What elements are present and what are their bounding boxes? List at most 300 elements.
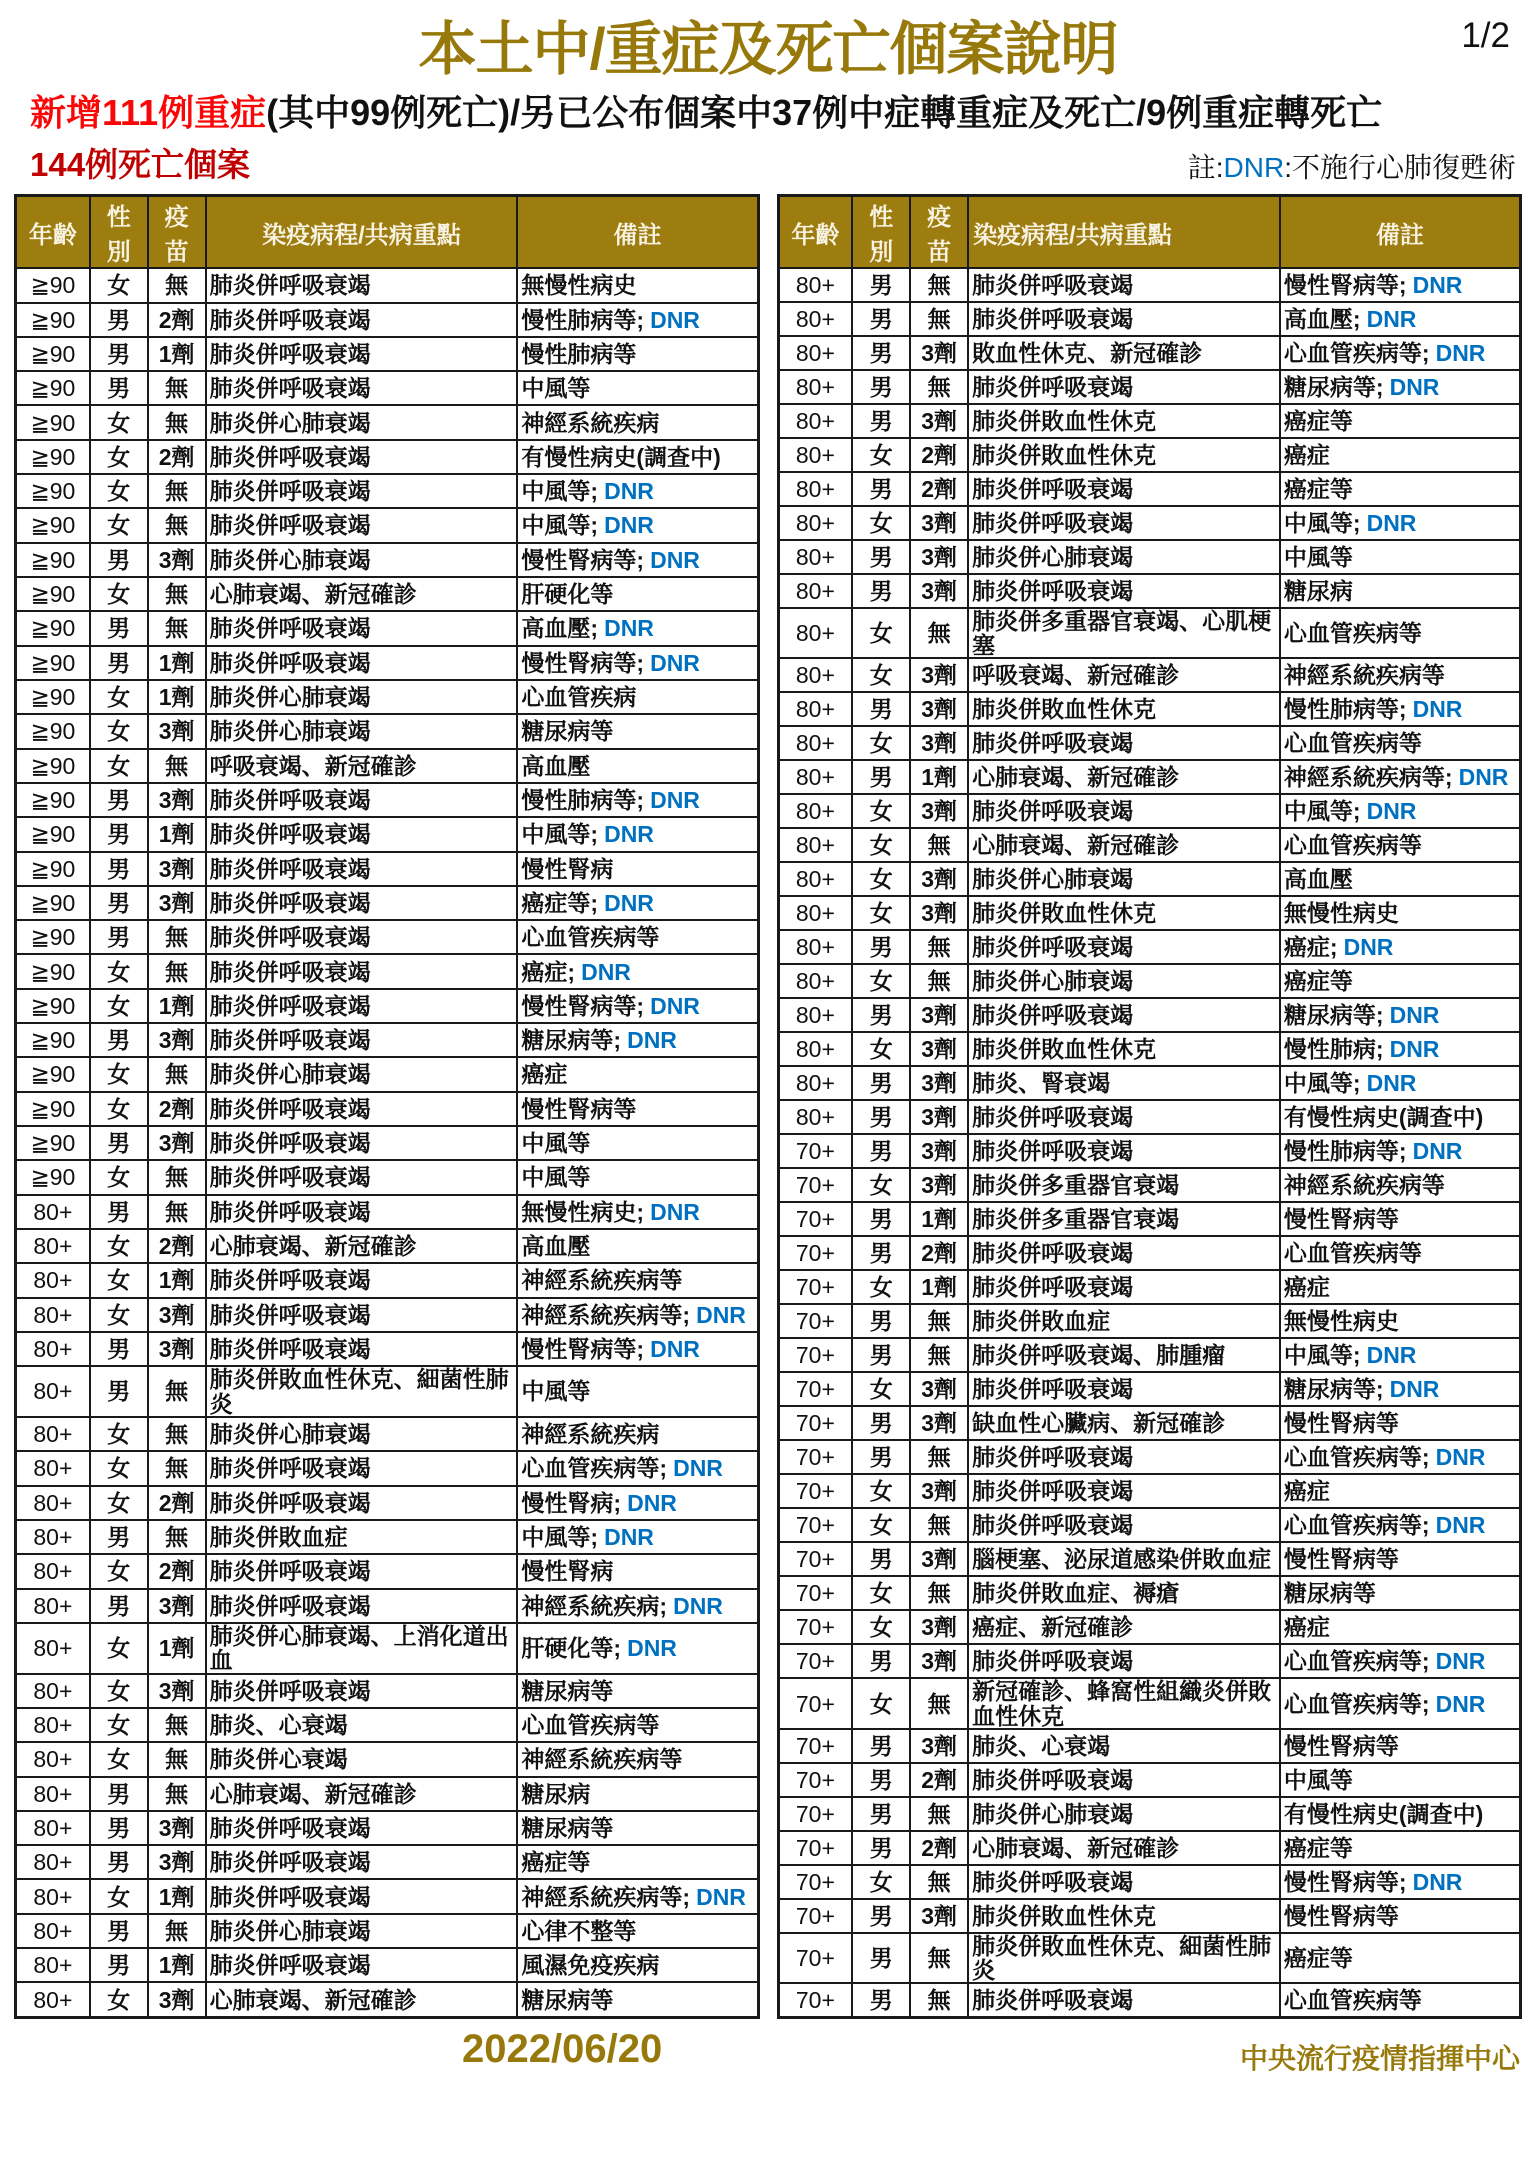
table-row [778,1729,1521,1763]
table-row [778,726,1521,760]
cell-course: 肺炎併心肺衰竭 [206,680,518,714]
cell-vaccine: 3劑 [148,1023,206,1057]
cell-note: 糖尿病 [517,1777,758,1811]
cell-note: 慢性腎病等; DNR [1280,1865,1521,1899]
table-row [778,1576,1521,1610]
cell-note: 肝硬化等 [517,577,758,611]
cell-course: 心肺衰竭、新冠確診 [968,1831,1280,1865]
cell-course: 肺炎併呼吸衰竭 [968,726,1280,760]
dnr-label: DNR [650,992,700,1019]
cell-sex: 男 [90,1777,148,1811]
cell-course: 肺炎併呼吸衰竭 [968,574,1280,608]
cell-course: 肺炎併呼吸衰竭 [206,371,518,405]
cell-age: ≧90 [16,337,90,371]
dnr-abbreviation: DNR [1223,152,1285,184]
cell-age: 80+ [778,404,852,438]
dnr-label: DNR [650,1198,700,1225]
table-row [16,1229,759,1263]
note-prefix: 註: [1187,152,1224,184]
cell-note: 有慢性病史(調查中) [1280,1100,1521,1134]
cell-vaccine: 無 [910,828,968,862]
table-row [16,405,759,439]
dnr-label: DNR [604,478,654,505]
table-row [778,336,1521,370]
cell-course: 肺炎、心衰竭 [968,1729,1280,1763]
cell-course: 腦梗塞、泌尿道感染併敗血症 [968,1542,1280,1576]
cell-age: 80+ [778,370,852,404]
cell-vaccine: 無 [910,1797,968,1831]
tables-container [0,192,1536,2019]
cell-note: 慢性腎病等; DNR [1280,268,1521,302]
cell-age: ≧90 [16,886,90,920]
cell-age: 80+ [16,1879,90,1913]
table-row [778,1202,1521,1236]
cell-vaccine: 1劑 [148,989,206,1023]
cell-note: 無慢性病史 [1280,1304,1521,1338]
cell-note: 糖尿病等 [517,1982,758,2017]
cell-note: 心血管疾病等; DNR [1280,1440,1521,1474]
cell-course: 肺炎併心肺衰竭 [206,1914,518,1948]
cell-sex: 男 [90,1126,148,1160]
cell-note: 癌症 [1280,1270,1521,1304]
cell-note: 慢性腎病等; DNR [517,1332,758,1366]
cell-note: 慢性肺病等 [517,337,758,371]
cell-age: 80+ [16,1777,90,1811]
cell-vaccine: 無 [910,1508,968,1542]
cell-vaccine: 3劑 [910,1032,968,1066]
cell-note: 癌症等; DNR [517,886,758,920]
cell-age: ≧90 [16,611,90,645]
cell-vaccine: 無 [148,1708,206,1742]
table-row [16,1417,759,1451]
cell-sex: 女 [90,680,148,714]
cell-vaccine: 無 [910,1865,968,1899]
cell-age: 80+ [778,964,852,998]
cell-note: 癌症; DNR [1280,930,1521,964]
cell-sex: 男 [852,540,910,574]
cell-age: ≧90 [16,1092,90,1126]
dnr-label: DNR [1366,510,1417,537]
cell-note: 中風等 [1280,540,1521,574]
cell-course: 肺炎併敗血性休克 [968,1899,1280,1933]
cell-note: 神經系統疾病等 [517,1263,758,1297]
cell-note: 癌症 [1280,1610,1521,1644]
cell-course: 肺炎併呼吸衰竭 [968,1763,1280,1797]
cell-sex: 男 [852,472,910,506]
cell-note: 心血管疾病等 [1280,1983,1521,2018]
cell-age: 70+ [778,1729,852,1763]
cell-age: ≧90 [16,989,90,1023]
cell-course: 肺炎併呼吸衰竭 [968,302,1280,336]
table-row [778,1899,1521,1933]
cell-course: 肺炎併敗血症、褥瘡 [968,1576,1280,1610]
footer-org: 中央流行疫情指揮中心 [1239,2043,1520,2075]
table-row [778,1406,1521,1440]
cell-note: 中風等 [517,1160,758,1194]
cell-course: 肺炎併心肺衰竭 [206,1417,518,1451]
cell-vaccine: 無 [910,608,968,658]
cell-vaccine: 1劑 [148,1623,206,1674]
cell-note: 糖尿病等; DNR [517,1023,758,1057]
cell-note: 慢性腎病等 [1280,1729,1521,1763]
cell-course: 肺炎併心肺衰竭 [968,964,1280,998]
cell-course: 肺炎併呼吸衰竭 [206,1589,518,1623]
cell-vaccine: 無 [910,1338,968,1372]
cell-note: 慢性腎病等 [1280,1542,1521,1576]
cell-age: 80+ [778,540,852,574]
cell-vaccine: 1劑 [148,680,206,714]
cell-age: 80+ [16,1914,90,1948]
table-row [778,472,1521,506]
cell-note: 慢性肺病等; DNR [1280,1134,1521,1168]
cell-sex: 女 [90,1879,148,1913]
cell-vaccine: 1劑 [148,337,206,371]
cell-vaccine: 無 [148,1742,206,1776]
cell-vaccine: 無 [910,302,968,336]
cell-course: 肺炎併敗血性休克 [968,1032,1280,1066]
cell-course: 肺炎併呼吸衰竭 [206,646,518,680]
table-row [778,1270,1521,1304]
table-row [16,817,759,851]
cell-sex: 男 [852,1542,910,1576]
cell-sex: 男 [90,1914,148,1948]
cell-note: 中風等 [1280,1763,1521,1797]
dnr-label: DNR [627,1635,677,1662]
cell-vaccine: 3劑 [148,1811,206,1845]
cell-vaccine: 無 [148,474,206,508]
cell-sex: 男 [90,1332,148,1366]
cell-course: 肺炎併呼吸衰竭 [206,817,518,851]
cell-course: 肺炎併呼吸衰竭 [968,268,1280,302]
table-row [778,608,1521,658]
cell-age: 70+ [778,1763,852,1797]
cell-sex: 女 [90,1451,148,1485]
table-row [778,862,1521,896]
cell-age: 70+ [778,1899,852,1933]
dnr-label: DNR [1435,1648,1486,1675]
table-row [16,1879,759,1913]
cell-course: 肺炎併呼吸衰竭 [206,303,518,337]
cell-sex: 男 [90,1520,148,1554]
cell-sex: 男 [852,1100,910,1134]
cell-sex: 女 [852,896,910,930]
cell-course: 心肺衰竭、新冠確診 [968,828,1280,862]
cell-course: 肺炎併敗血症 [968,1304,1280,1338]
death-count-line: 144例死亡個案 [30,146,251,184]
cell-sex: 男 [90,1845,148,1879]
cell-sex: 女 [90,1674,148,1708]
cell-sex: 女 [852,964,910,998]
table-row [778,404,1521,438]
cell-vaccine: 2劑 [910,1236,968,1270]
dnr-label: DNR [604,512,654,539]
cell-note: 癌症等 [1280,964,1521,998]
cell-course: 肺炎併呼吸衰竭 [206,1674,518,1708]
cell-course: 肺炎併呼吸衰竭 [206,920,518,954]
table-row [16,1451,759,1485]
cell-course: 肺炎併呼吸衰竭 [968,1644,1280,1678]
cell-note: 無慢性病史 [1280,896,1521,930]
cell-note: 糖尿病 [1280,574,1521,608]
cell-sex: 女 [90,714,148,748]
table-row [16,577,759,611]
cell-sex: 女 [90,1742,148,1776]
dnr-label: DNR [604,889,654,916]
cell-course: 肺炎併呼吸衰竭 [968,1372,1280,1406]
table-row [16,1520,759,1554]
table-row [778,1644,1521,1678]
cell-sex: 男 [90,920,148,954]
right-case-table [777,194,1523,2019]
table-row [16,337,759,371]
cell-age: 70+ [778,1134,852,1168]
cell-age: 80+ [778,1032,852,1066]
cell-vaccine: 無 [148,920,206,954]
table-row [778,1168,1521,1202]
cell-course: 肺炎併呼吸衰竭 [206,1298,518,1332]
cell-course: 肺炎併多重器官衰竭 [968,1202,1280,1236]
cell-age: 80+ [778,930,852,964]
cell-vaccine: 2劑 [148,1486,206,1520]
column-header: 疫苗 [148,196,206,269]
cell-sex: 男 [90,611,148,645]
cell-sex: 女 [852,1474,910,1508]
cell-sex: 女 [90,749,148,783]
table-row [778,1440,1521,1474]
cell-sex: 男 [90,817,148,851]
cell-course: 肺炎併心肺衰竭 [968,862,1280,896]
table-row [778,896,1521,930]
cell-vaccine: 2劑 [148,1554,206,1588]
cell-note: 癌症等 [1280,472,1521,506]
cell-course: 肺炎併呼吸衰竭 [968,1508,1280,1542]
cell-course: 肺炎併呼吸衰竭 [206,508,518,542]
cell-note: 慢性肺病等; DNR [1280,692,1521,726]
cell-sex: 女 [90,1229,148,1263]
dnr-note [1188,146,1516,186]
table-row [16,646,759,680]
dnr-label: DNR [1412,1868,1463,1895]
cell-vaccine: 無 [148,1366,206,1417]
cell-vaccine: 2劑 [910,472,968,506]
table-row [778,1338,1521,1372]
cell-vaccine: 3劑 [910,658,968,692]
cell-vaccine: 3劑 [148,1674,206,1708]
cell-course: 肺炎併呼吸衰竭 [206,1451,518,1485]
cell-course: 肺炎併呼吸衰竭 [206,1126,518,1160]
cell-age: ≧90 [16,852,90,886]
cell-course: 心肺衰竭、新冠確診 [968,760,1280,794]
cell-sex: 男 [90,852,148,886]
cell-note: 慢性腎病 [517,852,758,886]
cell-sex: 女 [852,438,910,472]
cell-sex: 男 [90,1811,148,1845]
dnr-label: DNR [604,1523,654,1550]
cell-vaccine: 無 [910,268,968,302]
cell-course: 肺炎併心肺衰竭 [206,543,518,577]
cell-note: 慢性腎病; DNR [517,1486,758,1520]
cell-sex: 男 [90,783,148,817]
cell-course: 肺炎併呼吸衰竭 [206,1195,518,1229]
cell-course: 肺炎併呼吸衰竭 [206,1092,518,1126]
cell-course: 肺炎併敗血性休克、細菌性肺炎 [206,1366,518,1417]
cell-vaccine: 1劑 [148,1263,206,1297]
cell-sex: 男 [852,1236,910,1270]
dnr-label: DNR [1389,374,1440,401]
cell-note: 癌症等 [1280,1933,1521,1983]
cell-age: ≧90 [16,371,90,405]
cell-note: 慢性腎病等 [517,1092,758,1126]
subtitle-highlight: 新增111例重症 [30,91,267,133]
dnr-label: DNR [604,615,654,642]
cell-vaccine: 無 [148,749,206,783]
dnr-label: DNR [650,546,700,573]
cell-note: 糖尿病等 [517,714,758,748]
cell-age: ≧90 [16,543,90,577]
cell-age: 80+ [778,794,852,828]
cell-note: 心律不整等 [517,1914,758,1948]
dnr-label: DNR [1412,272,1463,299]
cell-course: 肺炎併呼吸衰竭 [206,1263,518,1297]
cell-sex: 男 [90,1589,148,1623]
cell-vaccine: 3劑 [910,1610,968,1644]
cell-note: 中風等 [517,1126,758,1160]
cell-course: 肺炎併呼吸衰竭 [206,886,518,920]
cell-course: 肺炎併呼吸衰竭 [206,1845,518,1879]
cell-course: 肺炎併呼吸衰竭 [206,611,518,645]
cell-course: 肺炎併呼吸衰竭 [968,472,1280,506]
cell-course: 肺炎併呼吸衰竭 [968,370,1280,404]
cell-age: ≧90 [16,646,90,680]
cell-course: 肺炎併心肺衰竭 [206,714,518,748]
cell-course: 肺炎併呼吸衰竭 [206,989,518,1023]
cell-note: 高血壓; DNR [1280,302,1521,336]
cell-course: 肺炎併呼吸衰竭 [968,1440,1280,1474]
column-header: 年齡 [16,196,90,269]
dnr-label: DNR [1366,1342,1417,1369]
table-row [778,1474,1521,1508]
dnr-label: DNR [1435,1444,1486,1471]
dnr-label: DNR [1389,1002,1440,1029]
cell-note: 心血管疾病等 [1280,726,1521,760]
table-row [778,506,1521,540]
cell-course: 心肺衰竭、新冠確診 [206,577,518,611]
table-row [16,1023,759,1057]
cell-note: 慢性腎病等 [1280,1406,1521,1440]
cell-sex: 女 [90,1554,148,1588]
cell-note: 神經系統疾病等 [1280,658,1521,692]
cell-sex: 女 [852,658,910,692]
dnr-label: DNR [1412,696,1463,723]
cell-note: 有慢性病史(調查中) [1280,1797,1521,1831]
table-row [16,1982,759,2017]
dnr-label: DNR [1435,1512,1486,1539]
table-row [16,543,759,577]
table-row [778,1797,1521,1831]
cell-course: 肺炎併呼吸衰竭 [206,1948,518,1982]
cell-vaccine: 2劑 [910,1763,968,1797]
cell-age: 80+ [778,760,852,794]
table-row [16,714,759,748]
cell-vaccine: 2劑 [910,438,968,472]
table-row [778,1236,1521,1270]
cell-age: 80+ [16,1708,90,1742]
cell-vaccine: 3劑 [148,714,206,748]
cell-sex: 女 [852,1168,910,1202]
cell-vaccine: 3劑 [148,1589,206,1623]
cell-vaccine: 無 [148,371,206,405]
table-row [16,1486,759,1520]
cell-vaccine: 3劑 [148,1332,206,1366]
cell-vaccine: 無 [148,508,206,542]
table-row [16,1092,759,1126]
table-row [778,1508,1521,1542]
cell-vaccine: 無 [910,1304,968,1338]
table-row [16,1298,759,1332]
cell-age: 80+ [778,692,852,726]
cell-course: 心肺衰竭、新冠確診 [206,1982,518,2017]
cell-sex: 女 [852,794,910,828]
cell-note: 慢性腎病等; DNR [517,989,758,1023]
cell-age: 70+ [778,1202,852,1236]
cell-course: 呼吸衰竭、新冠確診 [968,658,1280,692]
column-header: 備註 [1280,196,1521,269]
dnr-label: DNR [650,1335,700,1362]
cell-age: 80+ [778,896,852,930]
cell-vaccine: 無 [910,1576,968,1610]
dnr-label: DNR [581,958,631,985]
cell-vaccine: 3劑 [910,726,968,760]
column-header: 性別 [852,196,910,269]
cell-sex: 男 [852,1729,910,1763]
cell-vaccine: 2劑 [148,1229,206,1263]
cell-vaccine: 無 [910,964,968,998]
cell-age: ≧90 [16,954,90,988]
table-row [778,794,1521,828]
cell-age: ≧90 [16,680,90,714]
table-row [778,1542,1521,1576]
cell-sex: 男 [852,302,910,336]
cell-sex: 女 [90,1092,148,1126]
cell-age: 80+ [778,336,852,370]
cell-note: 心血管疾病等 [1280,828,1521,862]
cell-vaccine: 1劑 [148,1879,206,1913]
cell-age: 80+ [16,1451,90,1485]
cell-vaccine: 無 [910,1440,968,1474]
cell-sex: 女 [852,1032,910,1066]
dnr-label: DNR [1366,306,1417,333]
column-header: 備註 [517,196,758,269]
cell-sex: 女 [90,405,148,439]
cell-sex: 男 [90,371,148,405]
cell-vaccine: 3劑 [910,794,968,828]
cell-vaccine: 無 [910,1678,968,1728]
table-row [778,658,1521,692]
cell-vaccine: 無 [148,1417,206,1451]
cell-vaccine: 1劑 [910,1202,968,1236]
cell-vaccine: 1劑 [910,1270,968,1304]
cell-sex: 男 [90,337,148,371]
cell-note: 中風等; DNR [1280,794,1521,828]
cell-sex: 女 [90,1057,148,1091]
cell-course: 肺炎併呼吸衰竭 [206,337,518,371]
cell-sex: 男 [90,303,148,337]
cell-course: 肺炎併心肺衰竭 [968,540,1280,574]
cell-sex: 女 [90,474,148,508]
table-row [16,1332,759,1366]
cell-vaccine: 無 [148,1451,206,1485]
cell-vaccine: 2劑 [148,440,206,474]
